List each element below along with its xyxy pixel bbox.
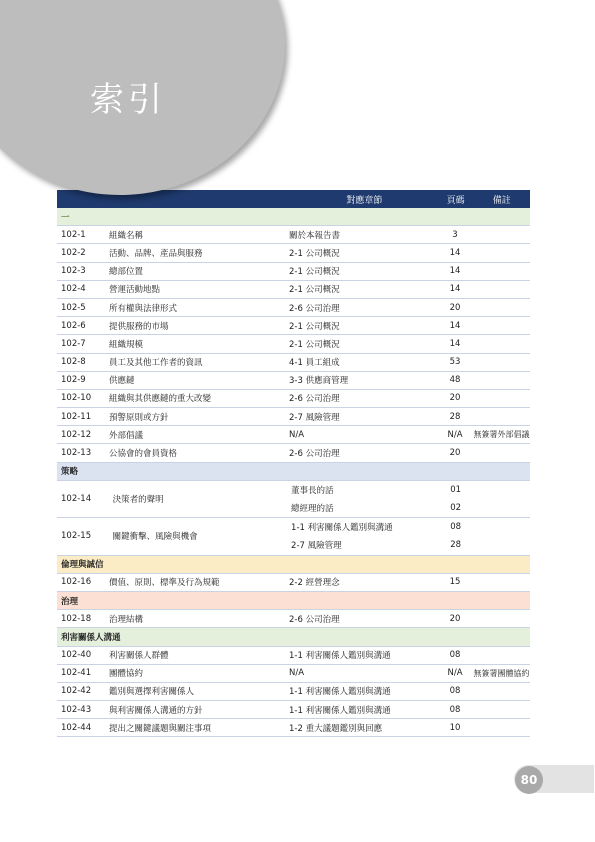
disclosure-title: 外部倡議 [109,430,144,441]
disclosure-title: 價值、原則、標準及行為規範 [109,578,220,589]
page-ref: 14 [449,284,461,295]
table-row [57,299,530,317]
header-page: 頁碼 [446,195,465,206]
disclosure-code: 102-6 [61,320,86,331]
section-ref: N/A [289,429,305,440]
gri-index-table [57,190,530,737]
page-ref: 14 [449,320,461,331]
table-row [57,701,530,719]
ethics-rows [57,574,530,592]
page-ref: 10 [449,722,461,733]
table-row [57,226,530,244]
page-ref: N/A [447,429,463,440]
section-ref: 2-6 公司治理 [289,303,340,314]
disclosure-title: 組織與其供應鏈的重大改變 [109,394,212,405]
disclosure-code: 102-16 [61,577,92,588]
table-row [57,719,530,737]
table-row [57,244,530,262]
disclosure-title: 營運活動地點 [109,285,161,296]
disclosure-title: 公協會的會員資格 [109,449,178,460]
section-ref: 2-1 公司概況 [289,285,340,296]
page-ref: 08 [449,704,461,715]
table-row [57,574,530,592]
page-ref: N/A [447,668,463,679]
page-ref-group [438,481,474,517]
section-ref-group [291,518,438,554]
disclosure-code: 102-12 [61,429,92,440]
page-ref: 02 [450,503,462,514]
disclosure-title: 組織規模 [109,339,144,350]
section-ref: N/A [289,668,305,679]
disclosure-title: 決策者的聲明 [112,495,164,505]
disclosure-code: 102-8 [61,357,86,368]
group-general: 一 [57,208,530,226]
disclosure-title: 利害關係人群體 [109,651,169,662]
disclosure-title: 提供服務的市場 [109,321,169,332]
disclosure-code: 102-15 [61,531,92,542]
page-ref: 20 [449,613,461,624]
section-ref: 1-1 利害關係人鑑別與溝通 [289,705,391,716]
disclosure-code: 102-9 [61,375,86,386]
disclosure-title: 提出之關鍵議題與關注事項 [109,723,212,734]
disclosure-code: 102-42 [61,686,92,697]
page-ref: 01 [450,484,462,495]
disclosure-code: 102-14 [61,494,92,504]
page-ref-group [438,518,474,554]
disclosure-code: 102-3 [61,266,86,277]
table-row [57,444,530,462]
page-ref: 20 [449,302,461,313]
disclosure-title: 活動、品牌、產品與服務 [109,248,203,259]
disclosure-title: 鑑別與選擇利害關係人 [109,687,195,698]
disclosure-code: 102-41 [61,668,92,679]
table-row [57,647,530,665]
section-ref: 董事長的話 [291,485,334,496]
disclosure-code: 102-7 [61,338,86,349]
group-ethics: 倫理與誠信 [57,556,530,574]
page-ref: 08 [449,686,461,697]
section-ref: 2-7 風險管理 [289,412,340,423]
page-ref: 15 [449,577,461,588]
note [473,481,530,517]
general-rows [57,226,530,462]
table-row [57,335,530,353]
table-row [57,683,530,701]
section-ref: 2-6 公司治理 [289,614,340,625]
page-ref: 14 [449,266,461,277]
disclosure-code: 102-18 [61,613,92,624]
section-ref: 2-7 風險管理 [291,541,342,552]
table-row [57,281,530,299]
section-ref: 2-1 公司概況 [289,321,340,332]
disclosure-code: 102-5 [61,302,86,313]
section-ref: 1-1 利害關係人鑑別與溝通 [289,687,391,698]
disclosure-title: 員工及其他工作者的資訊 [109,358,203,369]
page-ref: 14 [449,247,461,258]
disclosure-code: 102-1 [61,229,86,240]
note: 無簽署團體協約 [473,668,530,678]
section-ref: 2-1 公司概況 [289,339,340,350]
table-row [57,408,530,426]
disclosure-code: 102-13 [61,448,92,459]
page-ref: 20 [449,393,461,404]
section-ref: 4-1 員工組成 [289,358,340,369]
section-ref: 2-6 公司治理 [289,394,340,405]
disclosure-title: 預警原則或方針 [109,412,169,423]
section-ref: 2-1 公司概況 [289,267,340,278]
table-row [57,518,530,555]
disclosure-code: 102-40 [61,650,92,661]
disclosure-code: 102-11 [61,411,92,422]
disclosure-code: 102-10 [61,393,92,404]
group-governance: 治理 [57,592,530,610]
stakeholder-rows [57,647,530,738]
page-title: 索引 [90,80,166,120]
note: 無簽署外部倡議 [473,430,530,440]
disclosure-title: 與利害關係人溝通的方針 [109,705,203,716]
disclosure-title: 關鍵衝擊、風險與機會 [112,532,198,543]
group-stakeholder: 利害關係人溝通 [57,628,530,646]
header-section: 對應章節 [346,195,383,206]
disclosure-code: 102-43 [61,704,92,715]
section-ref: 3-3 供應商管理 [289,376,349,387]
disclosure-title: 治理結構 [109,614,144,625]
table-row [57,263,530,281]
page-ref: 28 [449,411,461,422]
page-ref: 08 [450,522,462,533]
page-number: 80 [515,766,543,794]
page-ref: 3 [452,229,458,240]
page-ref: 14 [449,338,461,349]
governance-rows [57,610,530,628]
page-ref: 28 [450,540,462,551]
disclosure-title: 總部位置 [109,267,144,278]
page-ref: 53 [449,357,461,368]
disclosure-title: 所有權與法律形式 [109,303,178,314]
disclosure-code: 102-4 [61,284,86,295]
disclosure-code: 102-44 [61,722,92,733]
section-ref: 2-1 公司概況 [289,248,340,259]
table-row [57,317,530,335]
note [473,518,530,554]
section-ref: 總經理的話 [291,504,334,515]
section-ref-group [291,481,438,517]
table-row [57,372,530,390]
section-ref: 關於本報告書 [289,230,341,241]
page-ref: 48 [449,375,461,386]
disclosure-title: 團體協約 [109,669,144,680]
table-row [57,665,530,683]
table-row [57,390,530,408]
strategy-rows [57,481,530,556]
page-ref: 08 [449,650,461,661]
table-row [57,426,530,444]
section-ref: 1-1 利害關係人鑑別與溝通 [289,651,391,662]
table-row [57,481,530,518]
disclosure-title: 供應鏈 [109,376,135,387]
section-ref: 2-6 公司治理 [289,449,340,460]
disclosure-title: 組織名稱 [109,230,144,241]
group-strategy: 策略 [57,463,530,481]
header-note: 備註 [492,195,511,206]
section-ref: 2-2 經營理念 [289,578,340,589]
disclosure-code: 102-2 [61,247,86,258]
table-row [57,610,530,628]
section-ref: 1-1 利害關係人鑑別與溝通 [291,523,393,534]
section-ref: 1-2 重大議題鑑別與回應 [289,723,383,734]
page-ref: 20 [449,448,461,459]
table-row [57,354,530,372]
